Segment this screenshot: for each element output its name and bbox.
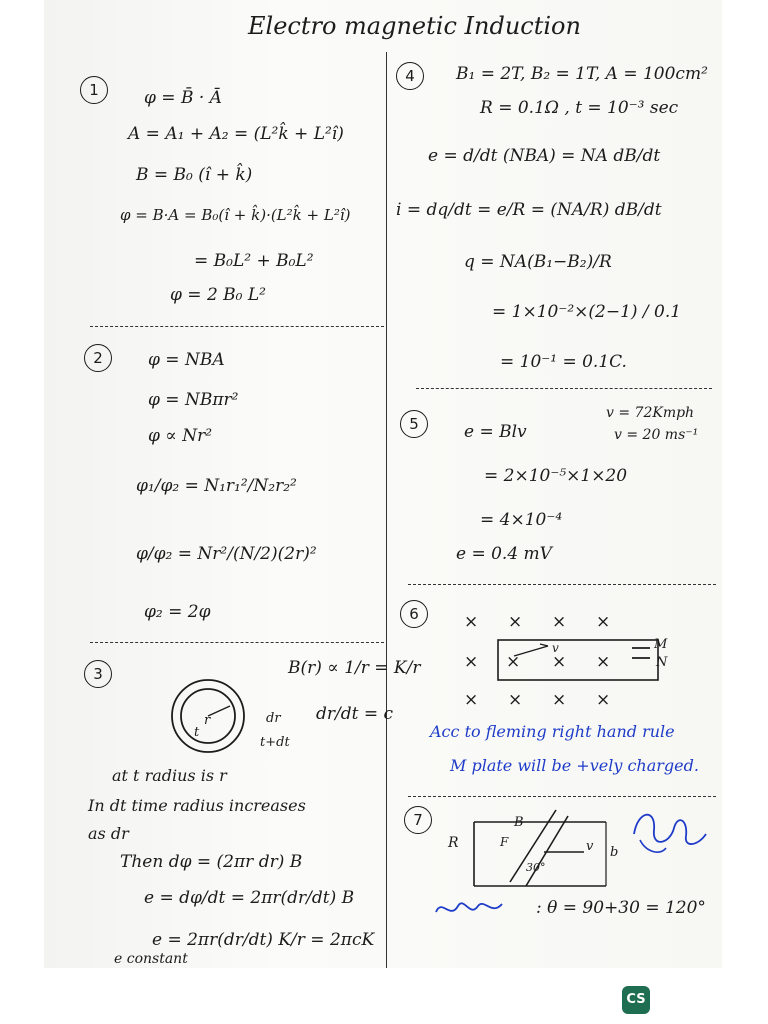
- q7-angle-label: 30°: [526, 861, 546, 874]
- section-divider: [90, 326, 384, 327]
- q2-line-3: φ ∝ Nr²: [148, 426, 213, 446]
- section-divider: [408, 584, 716, 585]
- q7-resistor-label: R: [448, 835, 459, 851]
- q4-line-3: e = d/dt (NBA) = NA dB/dt: [428, 146, 661, 166]
- q5-line-5: = 4×10⁻⁴: [480, 510, 563, 530]
- q3-line-3: at t radius is r: [112, 766, 227, 785]
- q1-line-1: φ = B̄ · Ā: [144, 88, 222, 108]
- q7-field-label: B: [514, 815, 524, 830]
- question-number-1: 1: [80, 76, 108, 104]
- q3-figure-label-dr: dr: [266, 711, 281, 726]
- q2-line-6: φ₂ = 2φ: [144, 602, 211, 622]
- section-divider: [416, 388, 712, 389]
- field-cross-mark: ×: [464, 652, 479, 672]
- q6-plate-m-label: M: [654, 637, 668, 652]
- camscanner-watermark-logo: CS: [622, 986, 650, 1014]
- q5-line-4: = 2×10⁻⁵×1×20: [484, 466, 628, 486]
- q5-line-2: v = 72Kmph: [606, 405, 695, 421]
- q4-line-7: = 10⁻¹ = 0.1C.: [500, 352, 627, 372]
- q1-line-3: B = B₀ (î + k̂): [136, 165, 253, 185]
- section-divider: [408, 796, 716, 797]
- q5-line-1: e = Blv: [464, 422, 527, 442]
- field-cross-mark: ×: [506, 652, 521, 672]
- q7-line-1: : θ = 90+30 = 120°: [536, 898, 706, 918]
- question-number-5: 5: [400, 410, 428, 438]
- page-title: Electro magnetic Induction: [248, 12, 581, 40]
- section-divider: [90, 642, 384, 643]
- q3-line-2: dr/dt = c: [316, 704, 394, 724]
- q2-line-1: φ = NBA: [148, 350, 225, 370]
- q7-width-label: b: [610, 845, 619, 860]
- question-number-3: 3: [84, 660, 112, 688]
- q6-line-2: M plate will be +vely charged.: [450, 756, 699, 775]
- q1-line-6: φ = 2 B₀ L²: [170, 285, 266, 305]
- question-number-4: 4: [396, 62, 424, 90]
- field-cross-mark: ×: [596, 690, 611, 710]
- q3-figure-label-t: t: [194, 725, 200, 740]
- field-cross-mark: ×: [508, 612, 523, 632]
- q3-line-4: In dt time radius increases: [88, 796, 306, 815]
- field-cross-mark: ×: [552, 612, 567, 632]
- q3-line-1: B(r) ∝ 1/r = K/r: [288, 658, 421, 678]
- q4-line-2: R = 0.1Ω , t = 10⁻³ sec: [480, 98, 679, 118]
- q7-force-label: F: [500, 835, 509, 849]
- field-cross-mark: ×: [552, 652, 567, 672]
- field-cross-mark: ×: [464, 612, 479, 632]
- q2-line-2: φ = NBπr²: [148, 390, 239, 410]
- q3-line-9: e constant: [114, 951, 188, 967]
- q7-velocity-label: v: [586, 839, 594, 854]
- q5-line-6: e = 0.4 mV: [456, 544, 552, 564]
- q3-line-7: e = dφ/dt = 2πr(dr/dt) B: [144, 888, 355, 908]
- q4-line-1: B₁ = 2T, B₂ = 1T, A = 100cm²: [456, 64, 708, 84]
- field-cross-mark: ×: [596, 652, 611, 672]
- notebook-page: [44, 0, 722, 968]
- q3-figure-label-t-dt: t+dt: [260, 735, 290, 750]
- q4-line-5: q = NA(B₁−B₂)/R: [464, 252, 612, 272]
- field-cross-mark: ×: [552, 690, 567, 710]
- q1-line-2: A = A₁ + A₂ = (L²k̂ + L²î): [128, 124, 344, 144]
- q3-figure-label-r: r: [204, 713, 211, 728]
- hand-gesture-scribble: [432, 892, 508, 926]
- question-number-2: 2: [84, 344, 112, 372]
- column-divider: [386, 52, 387, 968]
- q2-line-4: φ₁/φ₂ = N₁r₁²/N₂r₂²: [136, 476, 297, 496]
- q6-velocity-label: v: [552, 641, 559, 655]
- question-number-7: 7: [404, 806, 432, 834]
- q2-line-5: φ/φ₂ = Nr²/(N/2)(2r)²: [136, 544, 317, 564]
- q3-line-8: e = 2πr(dr/dt) K/r = 2πcK: [152, 930, 375, 950]
- field-cross-mark: ×: [464, 690, 479, 710]
- q1-line-5: = B₀L² + B₀L²: [194, 251, 314, 271]
- hand-gesture-scribble: [626, 800, 712, 860]
- q3-line-6: Then dφ = (2πr dr) B: [120, 852, 303, 872]
- q4-line-6: = 1×10⁻²×(2−1) / 0.1: [492, 302, 682, 322]
- q6-line-1: Acc to fleming right hand rule: [430, 722, 675, 741]
- field-cross-mark: ×: [596, 612, 611, 632]
- question-number-6: 6: [400, 600, 428, 628]
- q4-line-4: i = dq/dt = e/R = (NA/R) dB/dt: [396, 200, 662, 220]
- q1-line-4: φ = B·A = B₀(î + k̂)·(L²k̂ + L²î): [120, 206, 351, 224]
- field-cross-mark: ×: [508, 690, 523, 710]
- q3-line-5: as dr: [88, 824, 129, 843]
- q5-line-3: v = 20 ms⁻¹: [614, 427, 699, 443]
- q6-plate-n-label: N: [656, 655, 668, 670]
